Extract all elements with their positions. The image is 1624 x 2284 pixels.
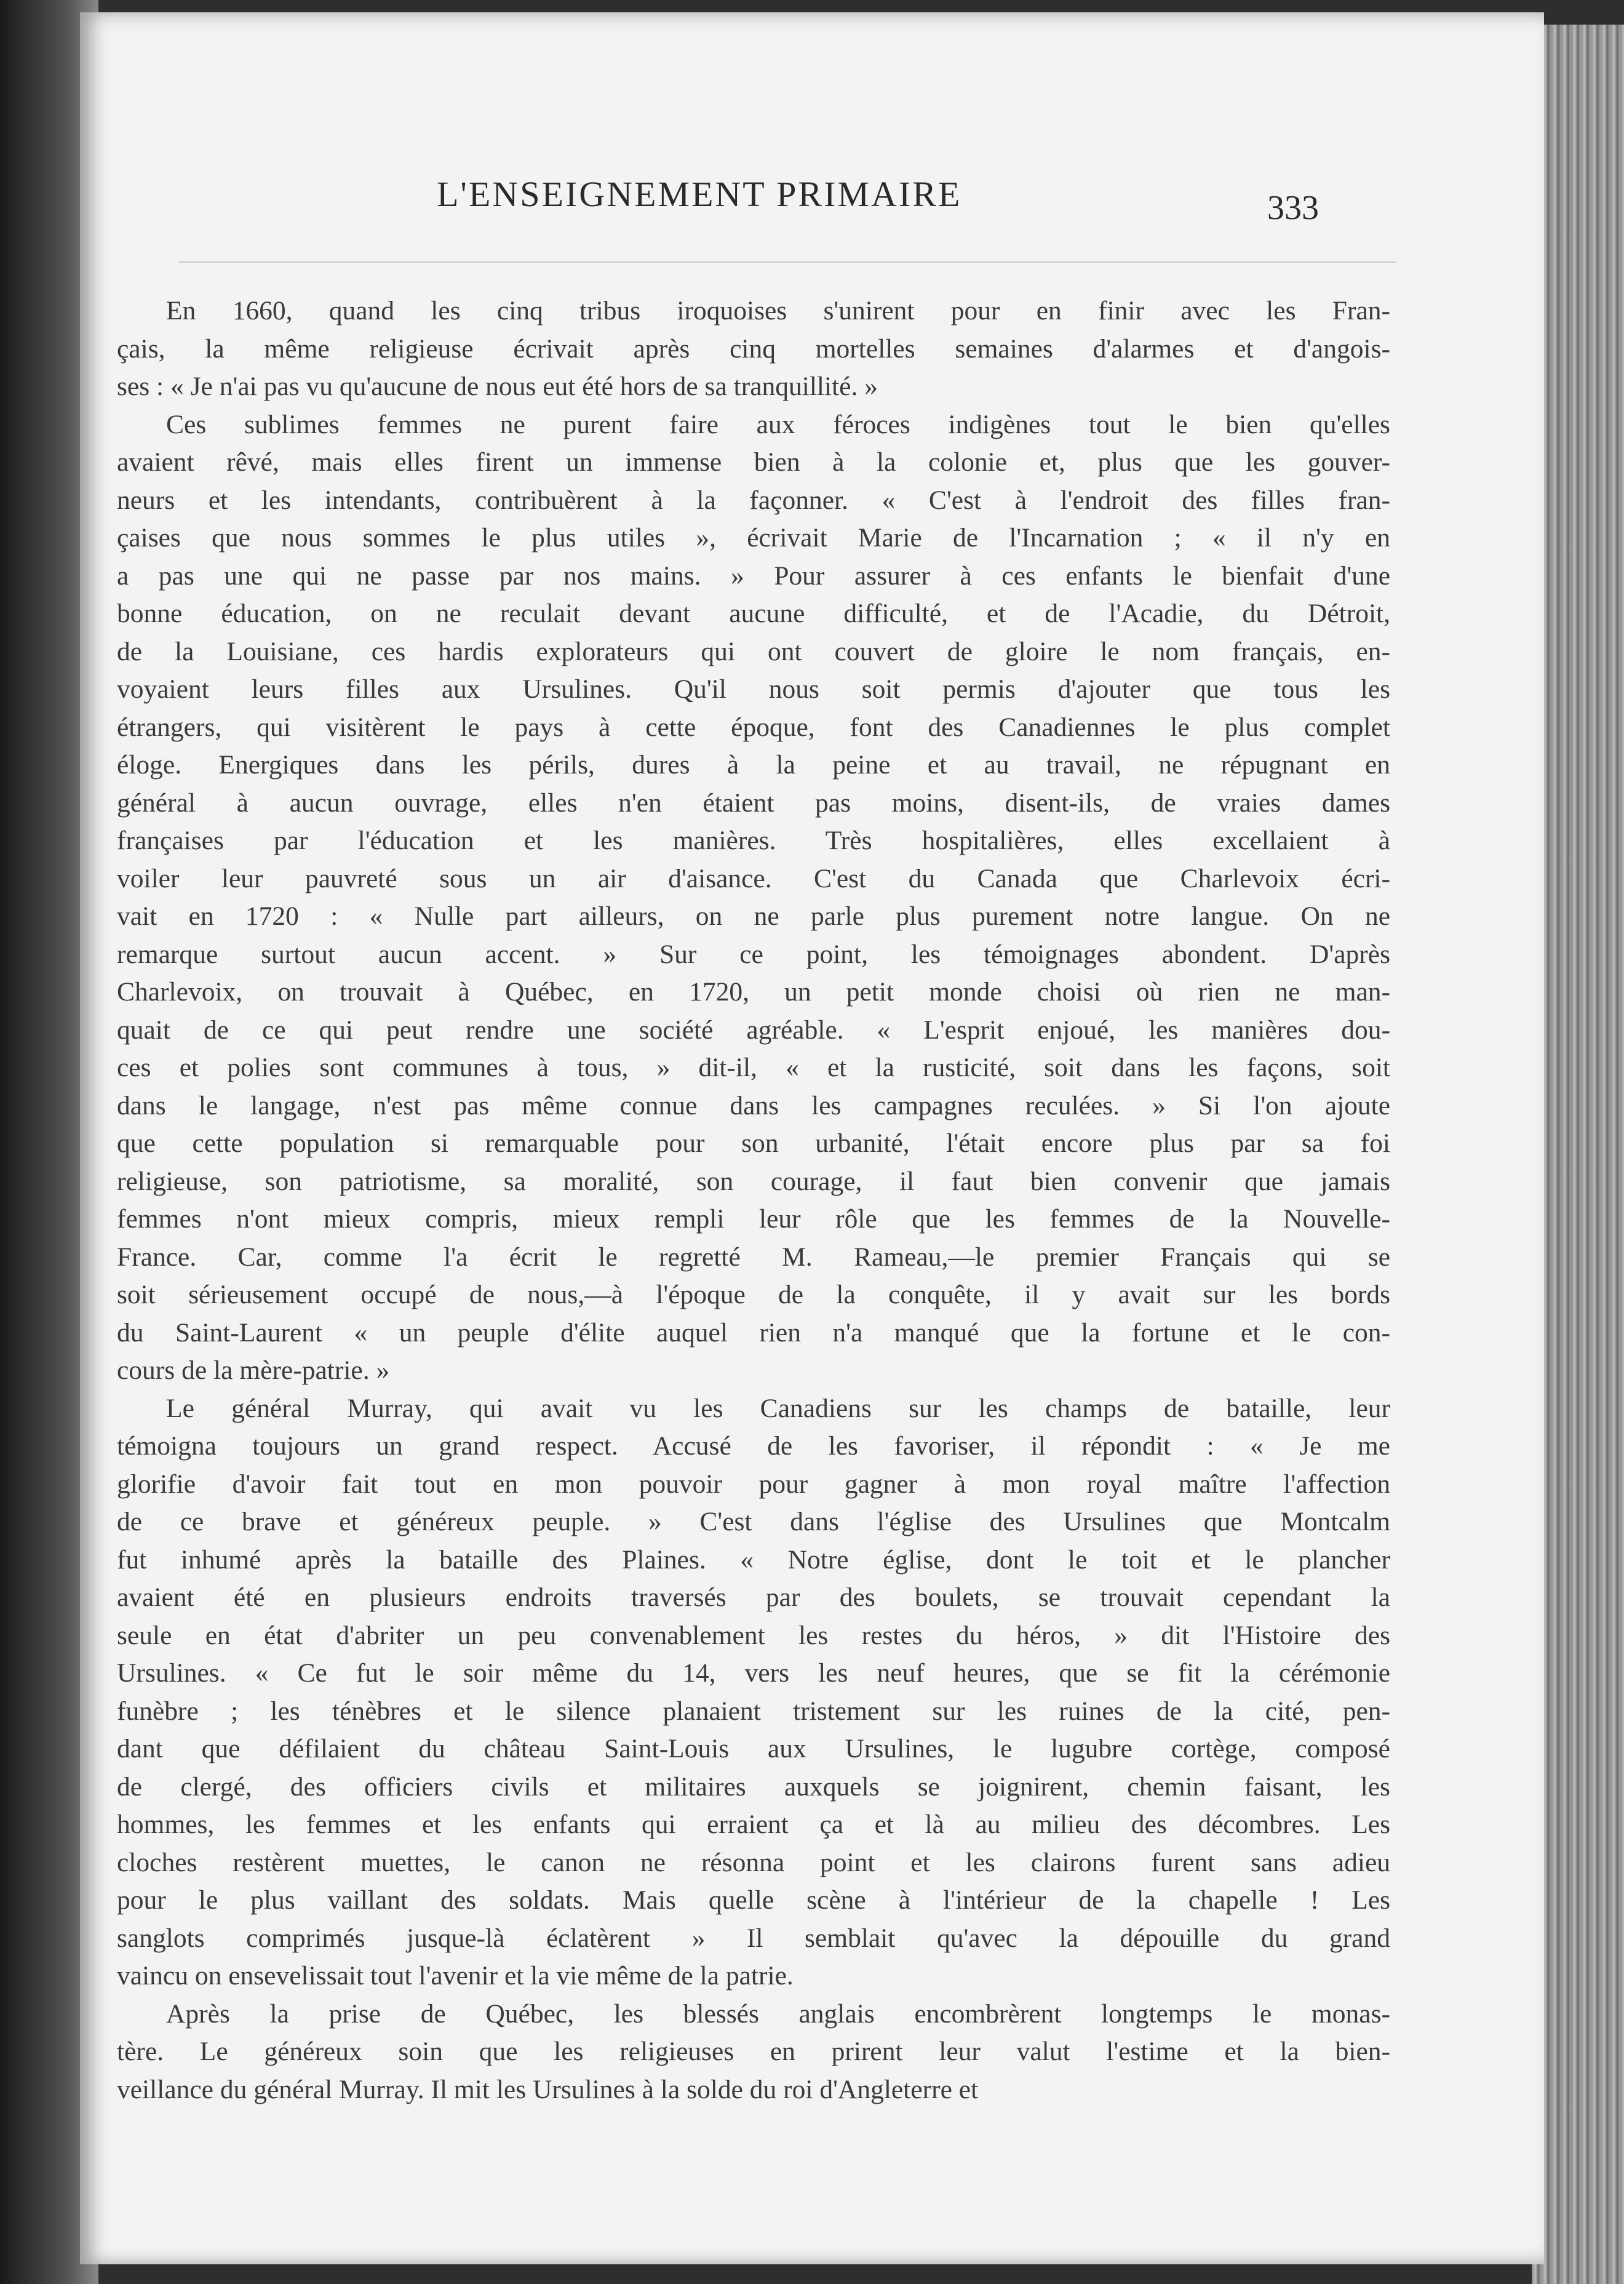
text-line: quait de ce qui peut rendre une société agréable. « L'esprit enjoué, les manières dou- [117,1015,1390,1045]
text-line: de clergé, des officiers civils et militaires auxquels se joignirent, chemin faisant, les [117,1771,1390,1802]
text-line: funèbre ; les ténèbres et le silence planaient tristement sur les ruines de la cité, pen- [117,1696,1390,1726]
paragraph [117,406,1390,1390]
text-line: avaient rêvé, mais elles firent un immense bien à la colonie et, plus que les gouver- [117,447,1390,477]
running-title: L'ENSEIGNEMENT PRIMAIRE [437,174,962,214]
text-line: dans le langage, n'est pas même connue dans les campagnes reculées. » Si l'on ajoute [117,1090,1390,1120]
text-line: vaincu on ensevelissait tout l'avenir et la vie même de la patrie. [117,1961,794,1991]
text-line: çaises que nous sommes le plus utiles », écrivait Marie de l'Incarnation ; « il n'y en [117,523,1390,553]
text-line: éloge. Energiques dans les périls, dures à la peine et au travail, ne répugnant en [117,750,1390,780]
page-number: 333 [1267,189,1319,227]
text-line: avaient été en plusieurs endroits traversés par des boulets, se trouvait cependant la [117,1583,1390,1612]
text-line: dant que défilaient du château Saint-Louis aux Ursulines, le lugubre cortège, composé [117,1734,1390,1763]
text-line: neurs et les intendants, contribuèrent à la façonner. « C'est à l'endroit des filles fran- [117,485,1390,515]
text-line: cours de la mère-patrie. » [117,1356,390,1385]
text-line: pour le plus vaillant des soldats. Mais quelle scène à l'intérieur de la chapelle ! Les [117,1885,1390,1915]
text-line: voiler leur pauvreté sous un air d'aisance. C'est du Canada que Charlevoix écri- [117,863,1390,893]
text-line: Ursulines. « Ce fut le soir même du 14, vers les neuf heures, que se fit la cérémonie [117,1658,1390,1688]
text-line: du Saint-Laurent « un peuple d'élite auquel rien n'a manqué que la fortune et le con- [117,1317,1390,1348]
text-line: de la Louisiane, ces hardis explorateurs qui ont couvert de gloire le nom français, en- [117,636,1390,666]
text-line: hommes, les femmes et les enfants qui erraient ça et là au milieu des décombres. Les [117,1810,1390,1839]
text-line: Après la prise de Québec, les blessés anglais encombrèrent longtemps le monas- [166,1998,1390,2029]
text-line: bonne éducation, on ne reculait devant aucune difficulté, et de l'Acadie, du Détroit, [117,599,1390,628]
text-line: soit sérieusement occupé de nous,—à l'époque de la conquête, il y avait sur les bords [117,1280,1390,1309]
text-line: remarque surtout aucun accent. » Sur ce point, les témoignages abondent. D'après [117,939,1390,969]
text-line: France. Car, comme l'a écrit le regretté M. Rameau,—le premier Français qui se [117,1242,1390,1272]
paragraph [117,1995,1390,2109]
page-header [80,166,1544,227]
text-line: Ces sublimes femmes ne purent faire aux féroces indigènes tout le bien qu'elles [166,409,1390,439]
text-line: glorifie d'avoir fait tout en mon pouvoir pour gagner à mon royal maître l'affection [117,1469,1390,1499]
text-line: ses : « Je n'ai pas vu qu'aucune de nous eut été hors de sa tranquillité. » [117,372,878,401]
text-line: fut inhumé après la bataille des Plaines. « Notre église, dont le toit et le plancher [117,1544,1390,1575]
text-line: En 1660, quand les cinq tribus iroquoises s'unirent pour en finir avec les Fran- [166,296,1390,325]
text-line: cloches restèrent muettes, le canon ne résonna point et les clairons furent sans adieu [117,1847,1390,1877]
page-edges [1532,25,1624,2284]
text-line: françaises par l'éducation et les manières. Très hospitalières, elles excellaient à [117,826,1390,855]
header-rule [178,262,1396,263]
text-line: étrangers, qui visitèrent le pays à cette époque, font des Canadiennes le plus complet [117,712,1390,742]
text-line: Le général Murray, qui avait vu les Canadiens sur les champs de bataille, leur [166,1393,1390,1423]
text-line: tère. Le généreux soin que les religieuses en prirent leur valut l'estime et la bien- [117,2037,1390,2066]
text-line: sanglots comprimés jusque-là éclatèrent » Il semblait qu'avec la dépouille du grand [117,1923,1390,1953]
book-page [80,12,1544,2264]
text-line: ces et polies sont communes à tous, » dit-il, « et la rusticité, soit dans les façons, soit [117,1053,1390,1082]
text-line: seule en état d'abriter un peu convenablement les restes du héros, » dit l'Histoire des [117,1620,1390,1650]
text-line: çais, la même religieuse écrivait après cinq mortelles semaines d'alarmes et d'angois- [117,333,1390,364]
text-line: veillance du général Murray. Il mit les Ursulines à la solde du roi d'Angleterre et [117,2074,979,2104]
text-line: que cette population si remarquable pour son urbanité, l'était encore plus par sa foi [117,1128,1390,1158]
paragraph [117,1390,1390,1995]
text-line: de ce brave et généreux peuple. » C'est dans l'église des Ursulines que Montcalm [117,1507,1390,1536]
text-line: a pas une qui ne passe par nos mains. » Pour assurer à ces enfants le bienfait d'une [117,561,1390,591]
text-line: témoigna toujours un grand respect. Accusé de les favoriser, il répondit : « Je me [117,1431,1390,1461]
text-line: femmes n'ont mieux compris, mieux rempli leur rôle que les femmes de la Nouvelle- [117,1204,1390,1234]
text-line: Charlevoix, on trouvait à Québec, en 1720, un petit monde choisi où rien ne man- [117,977,1390,1007]
text-line: général à aucun ouvrage, elles n'en étaient pas moins, disent-ils, de vraies dames [117,788,1390,818]
text-line: vait en 1720 : « Nulle part ailleurs, on ne parle plus purement notre langue. On ne [117,901,1390,931]
text-line: voyaient leurs filles aux Ursulines. Qu'il nous soit permis d'ajouter que tous les [117,674,1390,704]
paragraph [117,292,1390,406]
text-line: religieuse, son patriotisme, sa moralité, son courage, il faut bien convenir que jamais [117,1166,1390,1196]
body-text [117,292,1390,2138]
